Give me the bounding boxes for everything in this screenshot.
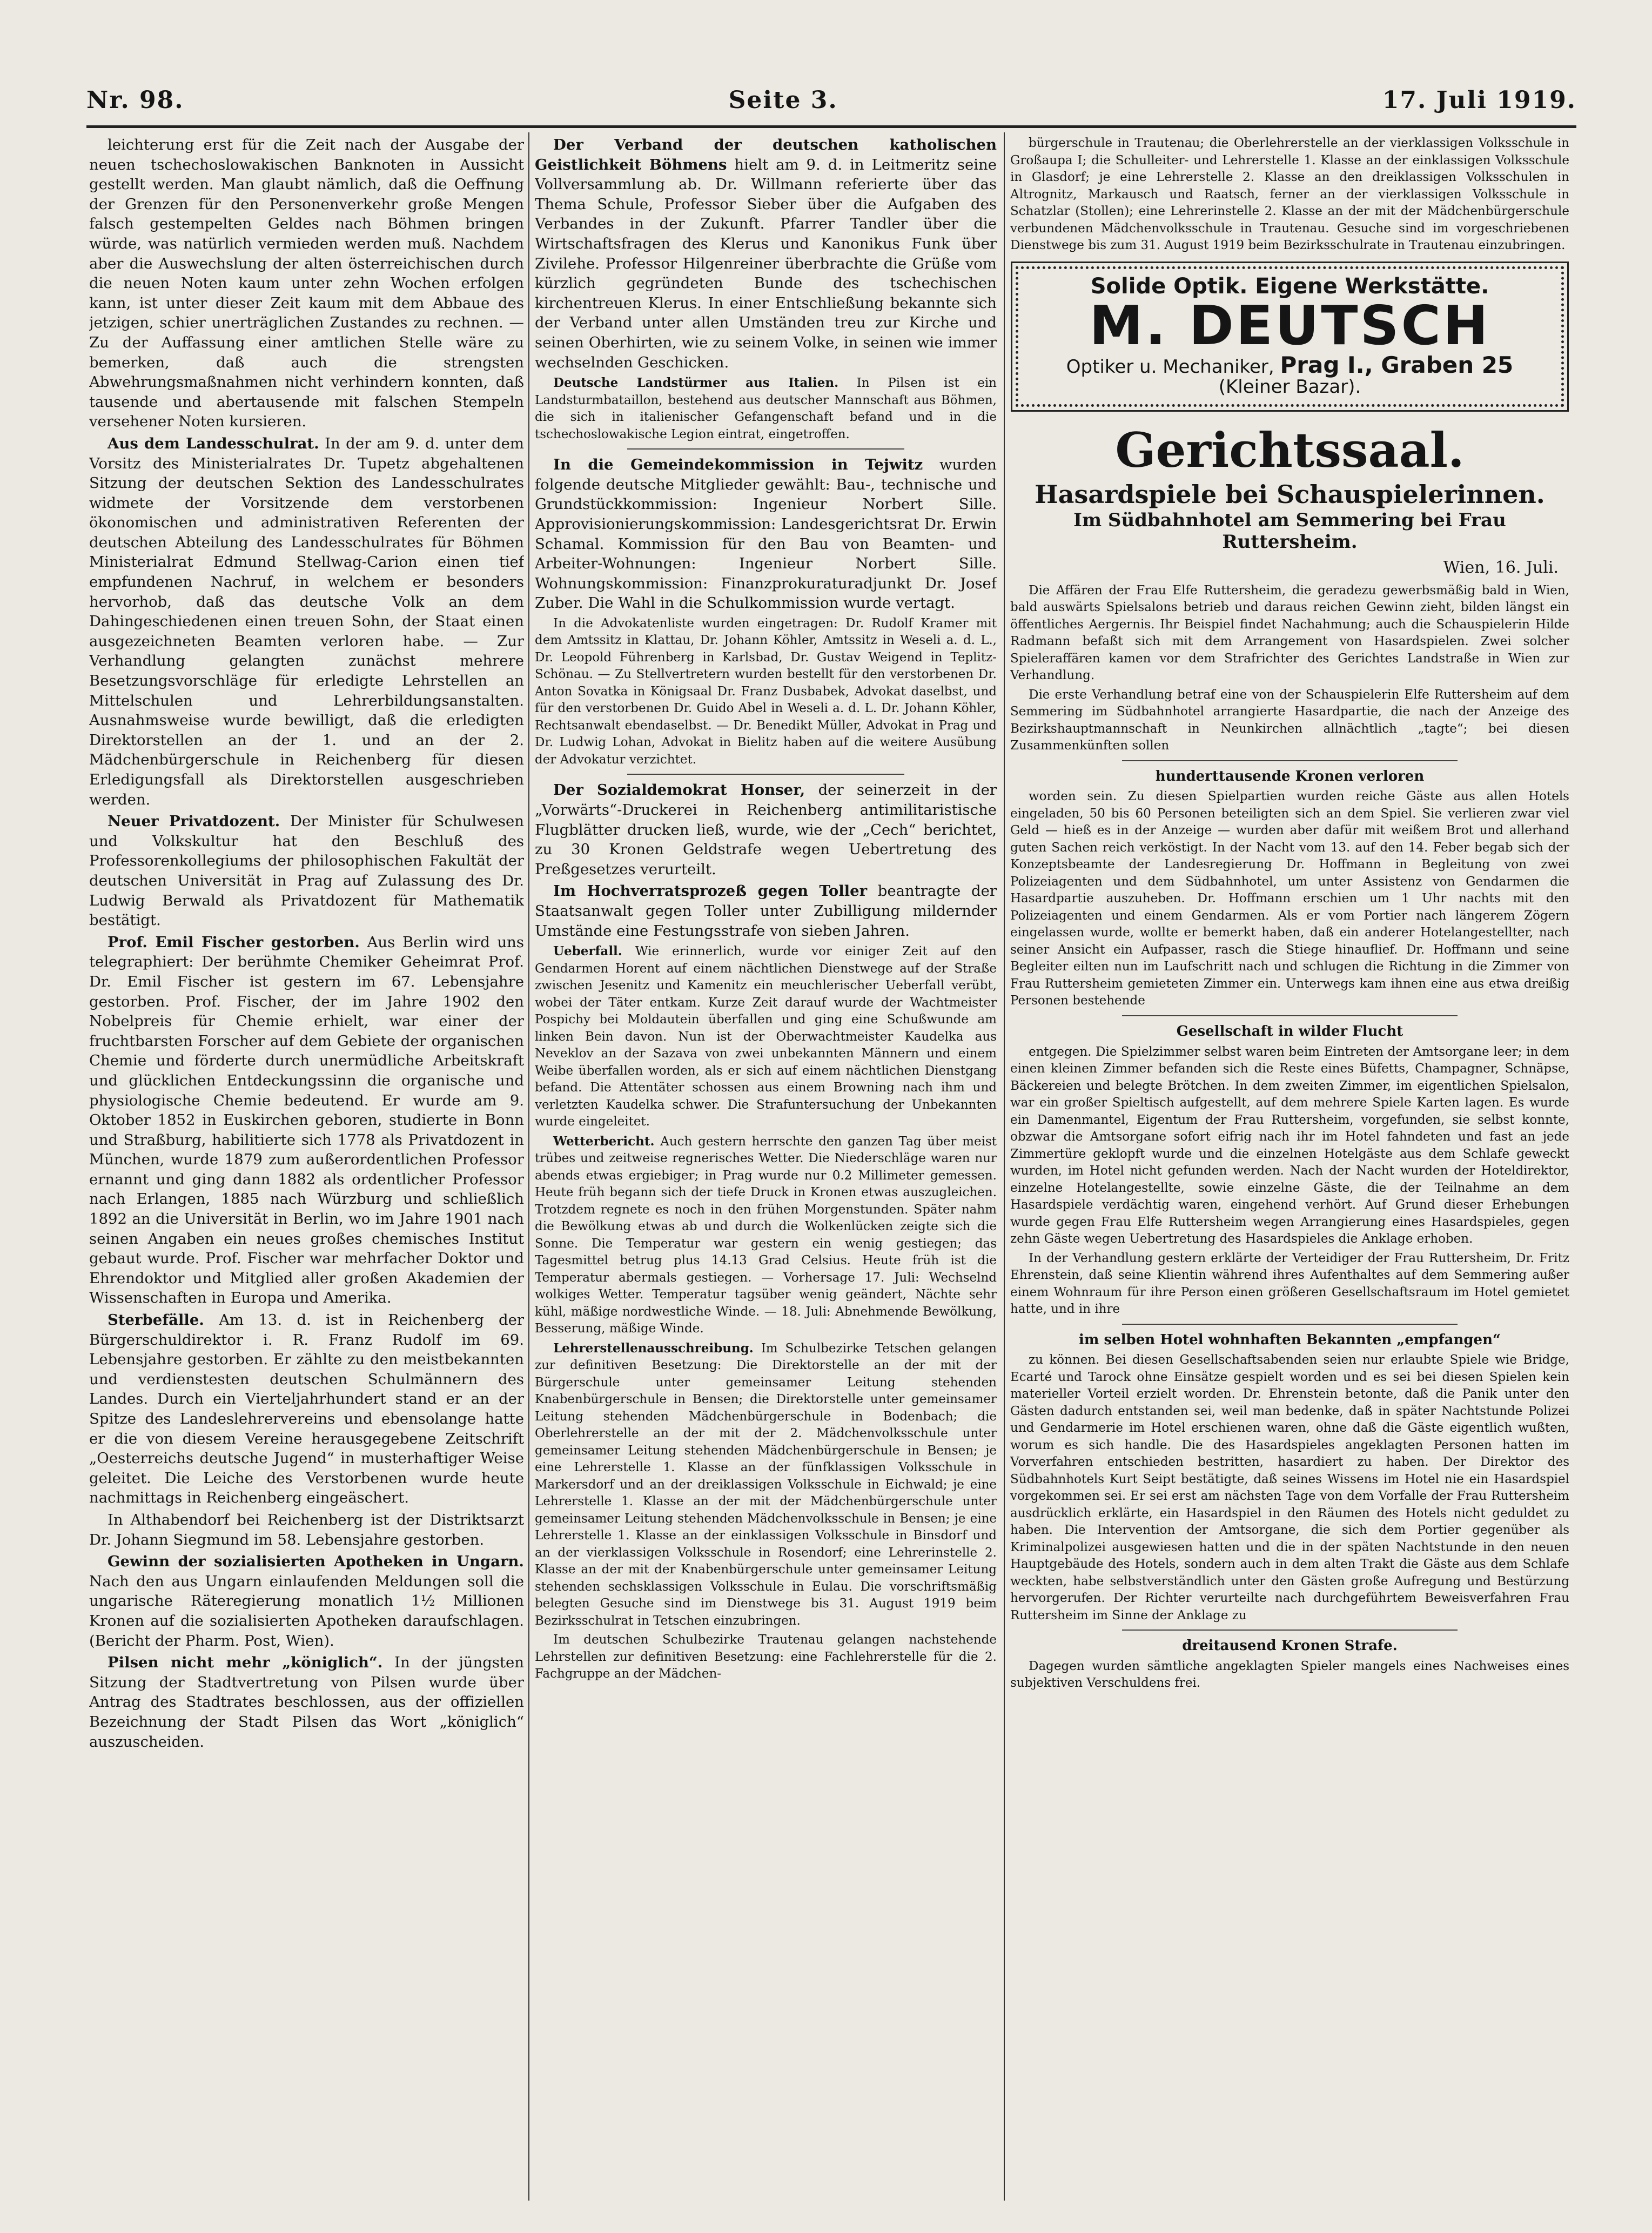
article-paragraph <box>89 812 524 930</box>
article-text: Auch gestern herrschte den ganzen Tag über meist trübes und zeitweise regnerisches Wetter. Die Niederschläge waren nur abends etwas ergiebiger; in Prag wurde nur 0.2 Millimeter gemessen. Heute früh begann sich der tiefe Druck in Kronen etwas auszugleichen. Trotzdem regnete es noch in den frühen Morgenstunden. Später nahm die Bewölkung etwas ab und durch die Wolkenlücken zeigte sich die Sonne. Die Temperatur war gestern ein wenig gestiegen; das Tagesmittel betrug plus 14.13 Grad Celsius. Heute früh ist die Temperatur abermals gestiegen. — Vorhersage 17. Juli: Wechselnd wolkiges Wetter. Temperatur tagsüber wenig geändert, Nächte sehr kühl, mäßige nordwestliche Winde. — 18. Juli: Abnehmende Bewölkung, Besserung, mäßige Winde. <box>535 1134 997 1336</box>
article-paragraph <box>89 434 524 809</box>
article-lead: Wetterbericht. <box>553 1134 655 1149</box>
article-text: hielt am 9. d. in Leitmeritz seine Vollversammlung ab. Dr. Willmann referierte über das Thema Schule, Professor Sieber über die Aufgaben des Verbandes in der Zukunft. Pfarrer Tandler über die Wirtschaftsfragen des Klerus und Kanonikus Funk über Zivilehe. Professor Hilgenreiner überbrachte die Grüße vom kürzlich gegründeten Bunde des tschechischen kirchentreuen Klerus. In einer Entschließung bekannte sich der Verband unter allen Umständen treu zur Kirche und seinen Oberhirten, wie zu seinem Volke, in seinen wie immer wechselnden Geschicken. <box>535 156 997 371</box>
column-divider <box>1004 132 1005 2201</box>
article-paragraph <box>89 933 524 1308</box>
article-separator <box>627 448 904 450</box>
article-separator <box>1122 1630 1458 1631</box>
optician-advertisement <box>1016 266 1564 407</box>
article-paragraph <box>1010 1658 1569 1692</box>
article-dateline: Wien, 16. Juli. <box>1443 558 1559 578</box>
article-text: In Althabendorf bei Reichenberg ist der Distriktsarzt Dr. Johann Siegmund im 58. Lebensjahre gestorben. <box>89 1511 524 1548</box>
article-subhead: hunderttausende Kronen verloren <box>1155 768 1425 784</box>
article-lead: Prof. Emil Fischer gestorben. <box>108 933 360 951</box>
article-paragraph <box>535 135 997 372</box>
article-paragraph <box>89 135 524 432</box>
article-subhead: dreitausend Kronen Strafe. <box>1182 1638 1398 1654</box>
article-text: Am 13. d. ist in Reichenberg der Bürgerschuldirektor i. R. Franz Rudolf im 69. Lebensjahre gestorben. Er zählte zu den meistbekannten und verdienstesten deutschen Schulmännern des Landes. Durch ein Vierteljahrhundert stand er an der Spitze des Landeslehrervereins und ebensolange hatte er die von diesem Vereine herausgegebene Zeitschrift „Oesterreichs deutsche Jugend“ in musterhaftiger Weise geleitet. Die Leiche des Verstorbenen wurde heute nachmittags in Reichenberg eingeäschert. <box>89 1311 524 1507</box>
article-text: Die Affären der Frau Elfe Ruttersheim, die geradezu gewerbsmäßig bald in Wien, bald auswärts Spielsalons betrieb und daraus reichen Gewinn zieht, bilden längst ein öffentliches Aergernis. Ihr Beispiel findet Nachahmung; auch die Schauspielerin Hilde Radmann befaßt sich mit dem Arrangement von Hasardspielen. Zwei solcher Spieleraffären kamen vor dem Strafrichter des Gerichtes Landstraße in Wien zur Verhandlung. <box>1010 583 1569 683</box>
article-paragraph <box>1010 1250 1569 1318</box>
article-paragraph <box>1010 1044 1569 1248</box>
article-lead: Deutsche Landstürmer aus Italien. <box>553 375 839 391</box>
header-rule <box>86 125 1576 128</box>
column-left <box>89 135 524 2201</box>
article-text: beantragte der Staatsanwalt gegen Toller unter Zubilligung mildernder Umstände eine Festungsstrafe von sieben Jahren. <box>535 882 997 940</box>
article-text: Im Schulbezirke Tetschen gelangen zur definitiven Besetzung: Die Direktorstelle an der mit der Bürgerschule unter gemeinsamer Leitung stehenden Knabenbürgerschule in Bensen; die Direktorstelle unter gemeinsamer Leitung stehenden Mädchenbürgerschule in Bodenbach; die Oberlehrerstelle an der mit der 2. Mädchenvolksschule unter gemeinsamer Leitung stehenden Mädchenbürgerschule in Bensen; je eine Lehrerstelle 1. Klasse an der fünfklassigen Volksschule in Markersdorf und an der dreiklassigen Volksschule in Eichwald; je eine Lehrerstelle 1. Klasse an der mit der Mädchenbürgerschule unter gemeinsamer Leitung stehenden Mädchenvolksschule in Bensen; je eine Lehrerstelle 1. Klasse an der einklassigen Volksschule in Binsdorf und an der vierklassigen Volksschule in Rosendorf; eine Lehrerinstelle 2. Klasse an der mit der Knabenbürgerschule unter gemeinsamer Leitung stehenden sechsklassigen Volksschule in Eulau. Die vorschriftsmäßig belegten Gesuche sind im Dienstwege bis 31. August 1919 beim Bezirksschulrat in Tetschen einzubringen. <box>535 1341 997 1628</box>
article-subheadline: Im Südbahnhotel am Semmering bei Frau Ruttersheim. <box>1073 509 1506 553</box>
article-paragraph <box>1010 582 1569 685</box>
ad-company-name: M. DEUTSCH <box>1089 294 1490 358</box>
article-separator <box>627 774 904 775</box>
issue-number: Nr. 98. <box>86 86 184 114</box>
article-paragraph: bürgerschule in Trautenau; die Oberlehrerstelle an der vierklassigen Volksschule in Großaupa I; die Schulleiter- und Lehrerstelle 1. Klasse an der einklassigen Volksschule in Glasdorf; je eine Lehrerstelle 2. Klasse an den dreiklassigen Volksschulen in Altrognitz, Markausch und Raatsch, ferner an der vierklassigen Volksschule in Schatzlar (Stollen); eine Lehrerinstelle 2. Klasse an der mit der Mädchenbürgerschule verbundenen Mädchenvolksschule in Trautenau. Gesuche sind im vorgeschriebenen Dienstwege bis zum 31. August 1919 beim Bezirksschulrate in Trautenau einzubringen. <box>1010 136 1569 252</box>
article-text: Im deutschen Schulbezirke Trautenau gelangen nachstehende Lehrstellen zur definitiven Besetzung: eine Fachlehrerstelle für die 2. Fachgruppe an der Mädchen- <box>535 1633 997 1681</box>
article-paragraph <box>89 1310 524 1508</box>
article-lead: Der Sozialdemokrat Honser, <box>553 781 805 799</box>
article-text: In der jüngsten Sitzung der Stadtvertretung von Pilsen wurde über Antrag des Stadtrates beschlossen, aus der offiziellen Bezeichnung der Stadt Pilsen das Wort „königlich“ auszuscheiden. <box>89 1654 524 1751</box>
article-text: der seinerzeit in der „Vorwärts“-Druckerei in Reichenberg antimilitaristische Flugblätter drucken ließ, wurde, wie der „Cech“ berichtet, zu 30 Kronen Geldstrafe wegen Uebertretung des Preßgesetzes verurteilt. <box>535 781 997 878</box>
article-paragraph <box>535 615 997 769</box>
court-article-body <box>1010 582 1569 1692</box>
article-separator <box>1122 1015 1458 1016</box>
article-text: Der Minister für Schulwesen und Volkskultur hat den Beschluß des Professorenkollegiums der philosophischen Fakultät der deutschen Universität in Prag auf Zulassung des Dr. Ludwig Berwald als Privatdozent für Mathematik bestätigt. <box>89 813 524 929</box>
article-lead: Pilsen nicht mehr „königlich“. <box>108 1654 383 1672</box>
ad-address: Optiker u. Mechaniker, Prag I., Graben 25 <box>1066 352 1514 379</box>
article-paragraph <box>535 881 997 941</box>
article-lead: Gewinn der sozialisierten Apotheken in Ungarn. <box>108 1553 524 1571</box>
article-text: In die Advokatenliste wurden eingetragen: Dr. Rudolf Kramer mit dem Amtssitz in Klattau, Dr. Johann Köhler, Amtssitz in Weseli a. d. L., Dr. Leopold Führenberg in Karlsbad, Dr. Gustav Weigend in Teplitz-Schönau. — Zu Stellvertretern wurden bestellt für den verstorbenen Dr. Anton Sovatka in Königsaal Dr. Franz Dusbabek, Advokat daselbst, und für den verstorbenen Dr. Guido Abel in Weseli a. d. L. Dr. Johann Köhler, Rechtsanwalt ebendaselbst. — Dr. Benedikt Müller, Advokat in Prag und Dr. Ludwig Lohan, Advokat in Bielitz haben auf die weitere Ausübung der Advokatur verzichtet. <box>535 616 997 767</box>
article-subhead: im selben Hotel wohnhaften Bekannten „empfangen“ <box>1079 1331 1501 1348</box>
issue-date: 17. Juli 1919. <box>1382 86 1576 114</box>
article-lead: Neuer Privatdozent. <box>108 813 280 830</box>
article-text: Dagegen wurden sämtliche angeklagten Spieler mangels eines Nachweises eines subjektiven Verschuldens frei. <box>1010 1659 1569 1691</box>
article-separator <box>1122 1324 1458 1325</box>
article-lead: Lehrerstellenausschreibung. <box>553 1340 754 1356</box>
article-subhead: Gesellschaft in wilder Flucht <box>1176 1023 1403 1040</box>
article-lead: In die Gemeindekommission in Tejwitz <box>553 456 923 474</box>
article-headline: Hasardspiele bei Schauspielerinnen. <box>1035 480 1545 509</box>
article-paragraph <box>1010 1352 1569 1624</box>
article-paragraph <box>535 455 997 613</box>
article-paragraph <box>1010 788 1569 1010</box>
article-text: In der Verhandlung gestern erklärte der Verteidiger der Frau Ruttersheim, Dr. Fritz Ehrenstein, daß seine Klientin während ihres Aufenthaltes auf dem Semmering außer einem Wohnraum für ihre Person einen größeren Gesellschaftsraum im Hotel gemietet hatte, und in ihre <box>1010 1251 1569 1317</box>
page-number: Seite 3. <box>728 86 838 114</box>
article-text: zu können. Bei diesen Gesellschaftsabenden seien nur erlaubte Spiele wie Bridge, Ecarté und Tarock ohne Einsätze gespielt worden und es sei bei diesen Spielen kein materieller Vorteil erzielt worden. Dr. Ehrenstein betonte, daß die Panik unter den Gästen dadurch entstanden sei, weil man bedenke, daß in später Nachtstunde Polizei und Gendarmerie im Hotel erschienen waren, ohne daß die Gäste eigentlich wußten, worum es sich handle. Die des Hasardspieles angeklagten Personen hatten im Vorverfahren entschieden bestritten, hasardiert zu haben. Der Direktor des Südbahnhotels Kurt Seipt bestätigte, daß seines Wissens im Hotel nie ein Hasardspiel vorgekommen sei. Er sei erst am nächsten Tage von dem Vorfalle der Frau Ruttersheim ausdrücklich erklärte, ein Hasardspiel in den Räumen des Hotels nicht geduldet zu haben. Die Intervention der Amtsorgane, die sich dem Portier gegenüber als Kriminalpolizei ausgewiesen hatten und die in der späten Nachtstunde in den neuen Hauptgebäude des Hotels, sondern auch in dem alten Trakt die Gäste aus dem Schlafe weckten, habe selbstverständlich unter den Gästen große Aufregung und Bestürzung hervorgerufen. Der Richter verurteilte nach durchgeführtem Beweisverfahren Frau Ruttersheim im Sinne der Anklage zu <box>1010 1353 1569 1622</box>
article-lead: Im Hochverratsprozeß gegen Toller <box>553 882 868 900</box>
column-middle <box>535 135 997 2201</box>
article-paragraph <box>535 1632 997 1683</box>
article-text: Die erste Verhandlung betraf eine von der Schauspielerin Elfe Ruttersheim auf dem Semmering im Südbahnhotel arrangierte Hasardpartie, die nach der Anzeige des Bezirkshauptmannschaft in Neunkirchen allnächtlich „tagte“; bei diesen Zusammenkünften sollen <box>1010 687 1569 753</box>
article-separator <box>1122 760 1458 761</box>
ad-location-note: (Kleiner Bazar). <box>1218 375 1361 398</box>
article-lead: Der Verband der deutschen katholischen Geistlichkeit Böhmens <box>535 136 997 173</box>
article-paragraph <box>535 943 997 1131</box>
article-paragraph <box>535 780 997 879</box>
article-paragraph <box>1010 687 1569 755</box>
article-paragraph <box>535 1340 997 1630</box>
article-paragraph <box>89 1510 524 1550</box>
article-text: Wie erinnerlich, wurde vor einiger Zeit auf den Gendarmen Horent auf einem nächtlichen Dienstwege auf der Straße zwischen Jesenitz und Kamenitz ein meuchlerischer Ueberfall verübt, wobei der Täter entkam. Kurze Zeit darauf wurde der Wachtmeister Pospichy bei Moldautein überfallen und ging eine Schußwunde am linken Bein davon. Nun ist der Oberwachtmeister Kaudelka aus Neveklov an der Sazava von zwei unbekannten Männern und einem Weibe überfallen worden, als er sich auf einem nächtlichen Dienstgang befand. Die Attentäter schossen aus einem Browning nach ihm und verletzten Kaudelka schwer. Die Strafuntersuchung der Unbekannten wurde eingeleitet. <box>535 944 997 1129</box>
article-text: Aus Berlin wird uns telegraphiert: Der berühmte Chemiker Geheimrat Prof. Dr. Emil Fischer ist gestern im 67. Lebensjahre gestorben. Prof. Fischer, der im Jahre 1902 den Nobelpreis für Chemie erhielt, war einer der fruchtbarsten Forscher auf dem Gebiete der organischen Chemie und förderte durch unermüdliche Arbeitskraft und glücklichen Entdeckungssinn die organische und physiologische Chemie bedeutend. Er wurde am 9. Oktober 1852 in Euskirchen geboren, studierte in Bonn und Straßburg, habilitierte sich 1778 als Privatdozent in München, wurde 1879 zum außerordentlichen Professor ernannt und ging dann 1882 als ordentlicher Professor nach Erlangen, 1885 nach Würzburg und schließlich 1892 an die Universität in Berlin, wo im Jahre 1901 nach seinen Angaben ein neues großes chemisches Institut gebaut wurde. Prof. Fischer war mehrfacher Doktor und Ehrendoktor und Mitglied aller großen Akademien der Wissenschaften in Europa und Amerika. <box>89 933 524 1307</box>
article-lead: Ueberfall. <box>553 944 622 959</box>
page-header <box>86 76 1576 124</box>
article-lead: Sterbefälle. <box>108 1311 204 1329</box>
section-title: Gerichtssaal. <box>1115 422 1465 479</box>
article-paragraph <box>535 374 997 443</box>
article-text: In der am 9. d. unter dem Vorsitz des Ministerialrates Dr. Tupetz abgehaltenen Sitzung der deutschen Sektion des Landesschulrates widmete der Vorsitzende dem verstorbenen ökonomischen und administrativen Referenten der deutschen Abteilung des Landesschulrates für Böhmen Ministerialrat Edmund Stellwag-Carion einen tief empfundenen Nachruf, in welchem er besonders hervorhob, daß das deutsche Volk an dem Dahingeschiedenen einen treuen Sohn, der Staat einen ausgezeichneten Beamten verloren habe. — Zur Verhandlung gelangten zunächst mehrere Besetzungsvorschläge für erledigte Lehrstellen an Mittelschulen und Lehrerbildungsanstalten. Ausnahmsweise wurde bewilligt, daß die erledigten Direktorstellen an der 1. und an der 2. Mädchenbürgerschule in Reichenberg für diesen Erledigungsfall als Direktorstellen ausgeschrieben werden. <box>89 434 524 808</box>
article-lead: Aus dem Landesschulrat. <box>108 434 319 452</box>
article-text: wurden folgende deutsche Mitglieder gewählt: Bau-, technische und Grundstückkommission: Ingenieur Norbert Sille. Approvisionierungskommission: Landesgerichtsrat Dr. Erwin Schamal. Kommission für den Bau von Beamten- und Arbeiter-Wohnungen: Ingenieur Norbert Sille. Wohnungskommission: Finanzprokuraturadjunkt Dr. Josef Zuber. Die Wahl in die Schulkommission wurde vertagt. <box>535 456 997 612</box>
column-divider <box>528 132 529 2201</box>
article-paragraph <box>89 1653 524 1752</box>
article-text: worden sein. Zu diesen Spielpartien wurden reiche Gäste aus allen Hotels eingeladen, 50 bis 60 Personen beteiligten sich an dem Spiel. Sie verlieren zwar viel Geld — hieß es in der Anzeige — wurden aber dafür mit weißem Brot und allerhand guten Sachen reich verköstigt. In der Nacht vom 13. auf den 14. Feber begab sich der Konzeptsbeamte der Landesregierung Dr. Hoffmann in Begleitung von zwei Polizeiagenten und dem Südbahnhotel, um unter Assistenz von Gendarmen die Hasardpartie auszuheben. Dr. Hoffmann erschien um 1 Uhr nachts mit den Polizeiagenten und einem Gendarmen. Als er vom Portier nach längerem Zögern eingelassen wurde, wollte er bemerkt haben, daß ein anderer Hotelangestellter, nach seiner Ansicht ein Aufpasser, rasch die Stiege hinauflief. Dr. Hoffmann und seine Begleiter eilten nun im Laufschritt nach und schlugen die Richtung in die Zimmer von Frau Ruttersheim gemieteten Zimmer ein. Unterwegs kam ihnen eine aus etwa dreißig Personen bestehende <box>1010 789 1569 1008</box>
article-text: entgegen. Die Spielzimmer selbst waren beim Eintreten der Amtsorgane leer; in dem einen kleinen Zimmer befanden sich die Reste eines Büfetts, Champagner, Schnäpse, Bäckereien und belegte Brötchen. In dem zweiten Zimmer, im eigentlichen Spielsalon, war ein großer Spieltisch aufgestellt, auf dem mehrere Spiele Karten lagen. Es wurde ein Damenmantel, Eigentum der Frau Ruttersheim, vorgefunden, sie selbst konnte, obzwar die Amtsorgane sofort eifrig nach ihr im Hotel fahndeten und fast an jede Zimmertüre geklopft wurde und die einzelnen Hotelgäste aus dem Schlafe geweckt wurden, im Hotel nicht gefunden werden. Nach der Nacht wurden der Hoteldirektor, einzelne Hotelangestellte, sowie einzelne Gäste, die der Teilnahme an dem Hasardspiele verdächtig waren, eingehend verhört. Auf Grund dieser Erhebungen wurde gegen Frau Elfe Ruttersheim wegen Arrangierung eines Hasardspieles, gegen zehn Gäste wegen Uebertretung des Hasardspieles die Anklage erhoben. <box>1010 1044 1569 1246</box>
article-text: leichterung erst für die Zeit nach der Ausgabe der neuen tschechoslowakischen Banknoten in Aussicht gestellt werden. Man glaubt nämlich, daß die Oeffnung der Grenzen für den Personenverkehr große Mengen falsch gestempelten Geldes nach Böhmen bringen würde, was natürlich vermieden werden muß. Nachdem aber die Auswechslung der alten österreichischen durch die neuen Noten kaum unter zehn Wochen erfolgen kann, ist unter dieser Zeit kaum mit dem Abbaue des jetzigen, schier unerträglichen Zustandes zu rechnen. — Zu der Auffassung einer amtlichen Stelle wäre zu bemerken, daß auch die strengsten Abwehrungsmaßnahmen nicht verhindern konnten, daß tausende und abertausende mit falschen Stempeln versehener Noten kursieren. <box>89 136 524 431</box>
column-right <box>1010 135 1569 2201</box>
article-paragraph <box>535 1133 997 1338</box>
article-text: Nach den aus Ungarn einlaufenden Meldungen soll die ungarische Räteregierung monatlich 1½ Millionen Kronen auf die sozialisierten Apotheken daraufschlagen. (Bericht der Pharm. Post, Wien). <box>89 1572 524 1649</box>
article-paragraph <box>89 1552 524 1651</box>
ad-tagline: Solide Optik. Eigene Werkstätte. <box>1090 273 1489 299</box>
article-text: In Pilsen ist ein Landsturmbataillon, bestehend aus deutscher Mannschaft aus Böhmen, die sich in italienischer Gefangenschaft befand und in die tschechoslowakische Legion eintrat, eingetroffen. <box>535 376 997 441</box>
